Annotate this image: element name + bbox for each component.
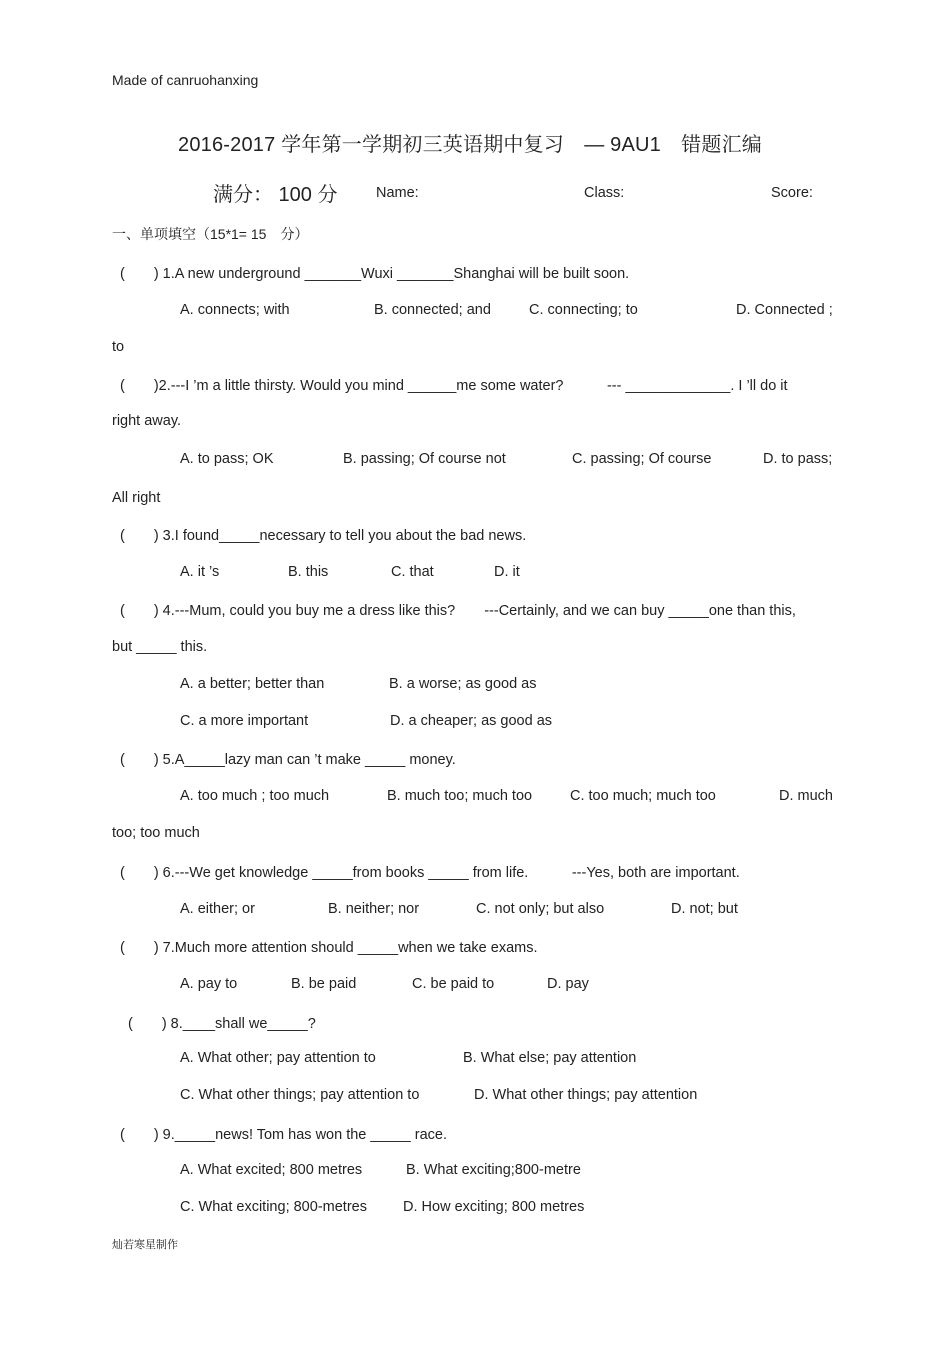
question-4-stem: ( ) 4.---Mum, could you buy me a dress like this? ---Certainly, and we can buy _____one than this, xyxy=(120,603,796,619)
question-6-option-b: B. neither; nor xyxy=(328,901,420,917)
question-8-option-a: A. What other; pay attention to xyxy=(180,1050,376,1066)
question-7-stem: ( ) 7.Much more attention should _____when we take exams. xyxy=(120,940,538,956)
question-5-option-d: D. much xyxy=(779,788,833,804)
question-1-option-d: D. Connected ; xyxy=(736,302,833,318)
question-5-stem: ( ) 5.A_____lazy man can ’t make _____ money. xyxy=(120,752,456,768)
header-note: Made of canruohanxing xyxy=(112,72,259,88)
question-8-stem: ( ) 8.____shall we_____? xyxy=(128,1016,316,1032)
question-9-option-b: B. What exciting;800-metre xyxy=(406,1162,581,1178)
question-6-stem: ( ) 6.---We get knowledge _____from books _____ from life. ---Yes, both are important. xyxy=(120,865,740,881)
question-2-stem: ( )2.---I ’m a little thirsty. Would you mind ______me some water? --- _____________. I ’ll do it xyxy=(120,378,788,394)
question-9-stem: ( ) 9._____news! Tom has won the _____ race. xyxy=(120,1127,447,1143)
question-9-option-c: C. What exciting; 800-metres xyxy=(180,1199,367,1215)
question-3-stem: ( ) 3.I found_____necessary to tell you about the bad news. xyxy=(120,528,527,544)
question-2-option-a: A. to pass; OK xyxy=(180,451,274,467)
question-8-option-d: D. What other things; pay attention xyxy=(474,1087,698,1103)
question-1-option-b: B. connected; and xyxy=(374,302,491,318)
question-1-stem: ( ) 1.A new underground _______Wuxi _______Shanghai will be built soon. xyxy=(120,266,630,282)
question-9-option-d: D. How exciting; 800 metres xyxy=(403,1199,585,1215)
question-7-option-d: D. pay xyxy=(547,976,589,992)
question-3-option-a: A. it ’s xyxy=(180,564,220,580)
question-2-continuation: All right xyxy=(112,490,161,506)
question-4-option-c: C. a more important xyxy=(180,713,309,729)
question-6-option-a: A. either; or xyxy=(180,901,255,917)
question-8-option-c: C. What other things; pay attention to xyxy=(180,1087,420,1103)
question-2-option-c: C. passing; Of course xyxy=(572,451,712,467)
question-1-continuation: to xyxy=(112,339,125,355)
question-5-option-a: A. too much ; too much xyxy=(180,788,330,804)
question-1-option-a: A. connects; with xyxy=(180,302,290,318)
question-2-stem-continuation: right away. xyxy=(112,413,182,429)
question-7-option-b: B. be paid xyxy=(291,976,357,992)
question-7-option-a: A. pay to xyxy=(180,976,238,992)
class-field-label: Class: xyxy=(584,185,625,201)
section-heading: 一、单项填空（15*1= 15 分） xyxy=(112,226,309,242)
score-field-label: Score: xyxy=(771,185,813,201)
question-9-option-a: A. What excited; 800 metres xyxy=(180,1162,363,1178)
question-2-option-d: D. to pass; xyxy=(763,451,833,467)
question-4-stem-continuation: but _____ this. xyxy=(112,639,208,655)
name-field-label: Name: xyxy=(376,185,419,201)
question-2-option-b: B. passing; Of course not xyxy=(343,451,506,467)
question-5-option-b: B. much too; much too xyxy=(387,788,533,804)
question-4-option-b: B. a worse; as good as xyxy=(389,676,537,692)
question-7-option-c: C. be paid to xyxy=(412,976,495,992)
question-5-option-c: C. too much; much too xyxy=(570,788,716,804)
document-title: 2016-2017 学年第一学期初三英语期中复习 — 9AU1 错题汇编 xyxy=(178,134,762,156)
question-8-option-b: B. What else; pay attention xyxy=(463,1050,637,1066)
question-3-option-d: D. it xyxy=(494,564,520,580)
question-3-option-c: C. that xyxy=(391,564,434,580)
question-3-option-b: B. this xyxy=(288,564,329,580)
question-5-continuation: too; too much xyxy=(112,825,200,841)
question-6-option-d: D. not; but xyxy=(671,901,738,917)
question-6-option-c: C. not only; but also xyxy=(476,901,605,917)
footer-note: 灿若寒星制作 xyxy=(112,1239,178,1251)
question-4-option-d: D. a cheaper; as good as xyxy=(390,713,553,729)
question-4-option-a: A. a better; better than xyxy=(180,676,325,692)
question-1-option-c: C. connecting; to xyxy=(529,302,638,318)
full-score-label: 满分： 100 分 xyxy=(213,184,338,206)
